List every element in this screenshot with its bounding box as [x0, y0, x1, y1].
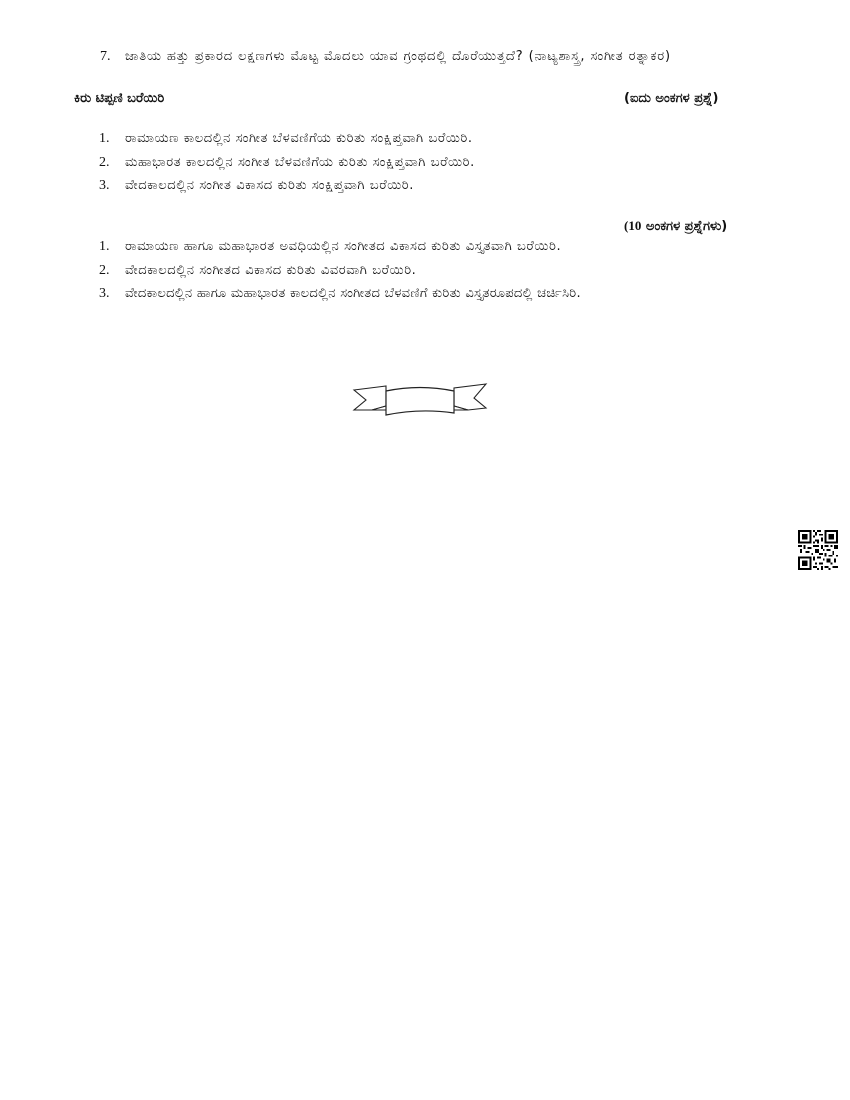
question-number: 3.	[99, 286, 110, 301]
question-text: ವೇದಕಾಲದಲ್ಲಿನ ಹಾಗೂ ಮಹಾಭಾರತ ಕಾಲದಲ್ಲಿನ ಸಂಗೀತದ ಬೆಳವಣಿಗೆ ಕುರಿತು ವಿಸ್ತೃತರೂಪದಲ್ಲಿ ಚರ್ಚಿಸಿರಿ.	[125, 286, 581, 301]
question-text: ಜಾತಿಯ ಹತ್ತು ಪ್ರಕಾರದ ಲಕ್ಷಣಗಳು ಮೊಟ್ಟ ಮೊದಲು ಯಾವ ಗ್ರಂಥದಲ್ಲಿ ದೊರೆಯುತ್ತದೆ? (ನಾಟ್ಯಶಾಸ್ತ್ರ, ಸಂಗೀತ ರತ್ನಾಕರ)	[125, 49, 671, 64]
qr-code	[798, 530, 838, 570]
question-text: ವೇದಕಾಲದಲ್ಲಿನ ಸಂಗೀತ ವಿಕಾಸದ ಕುರಿತು ಸಂಕ್ಷಿಪ್ತವಾಗಿ ಬರೆಯಿರಿ.	[125, 178, 414, 193]
ribbon-banner-ornament	[352, 382, 488, 418]
marks-number: (10	[624, 218, 642, 233]
question-text: ಮಹಾಭಾರತ ಕಾಲದಲ್ಲಿನ ಸಂಗೀತ ಬೆಳವಣಿಗೆಯ ಕುರಿತು ಸಂಕ್ಷಿಪ್ತವಾಗಿ ಬರೆಯಿರಿ.	[125, 155, 475, 170]
marks-text: ಅಂಕಗಳ ಪ್ರಶ್ನೆಗಳು)	[645, 219, 728, 234]
question-number: 3.	[99, 178, 110, 193]
marks-label	[624, 218, 727, 235]
question-number: 1.	[99, 239, 110, 254]
question-number: 2.	[99, 155, 110, 170]
question-number: 1.	[99, 131, 110, 146]
section-heading: ಕಿರು ಟಿಪ್ಪಣಿ ಬರೆಯಿರಿ	[74, 91, 165, 106]
question-text: ರಾಮಾಯಣ ಹಾಗೂ ಮಹಾಭಾರತ ಅವಧಿಯಲ್ಲಿನ ಸಂಗೀತದ ವಿಕಾಸದ ಕುರಿತು ವಿಸ್ತೃತವಾಗಿ ಬರೆಯಿರಿ.	[125, 239, 562, 254]
question-number: 2.	[99, 263, 110, 278]
question-number: 7.	[100, 49, 111, 64]
marks-label: (ಐದು ಅಂಕಗಳ ಪ್ರಶ್ನೆ)	[624, 91, 719, 106]
question-text: ವೇದಕಾಲದಲ್ಲಿನ ಸಂಗೀತದ ವಿಕಾಸದ ಕುರಿತು ವಿವರವಾಗಿ ಬರೆಯಿರಿ.	[125, 263, 417, 278]
question-text: ರಾಮಾಯಣ ಕಾಲದಲ್ಲಿನ ಸಂಗೀತ ಬೆಳವಣಿಗೆಯ ಕುರಿತು ಸಂಕ್ಷಿಪ್ತವಾಗಿ ಬರೆಯಿರಿ.	[125, 131, 473, 146]
